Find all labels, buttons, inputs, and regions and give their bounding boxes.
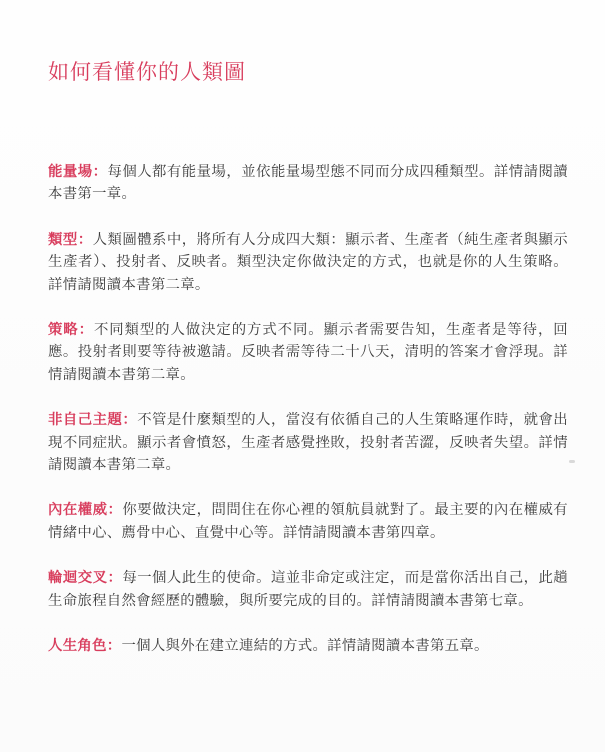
entry-term: 非自己主題 [48, 412, 123, 429]
glossary-list [48, 161, 568, 681]
entry-description: 不管是什麼類型的人，當沒有依循自己的人生策略運作時，就會出現不同症狀。顯示者會憤怒，生產者感覺挫敗，投射者苦澀，反映者失望。詳情請閱讀本書第二章。 [48, 412, 568, 474]
page-title: 如何看懂你的人類圖 [48, 60, 246, 84]
entry-term: 輪迴交叉 [48, 570, 108, 587]
entry-colon: ： [78, 322, 94, 339]
entry-colon: ： [107, 570, 123, 587]
glossary-entry-energy-field [48, 161, 568, 206]
glossary-entry-inner-authority [48, 499, 568, 544]
entry-description: 每個人都有能量場，並依能量場型態不同而分成四種類型。詳情請閱讀本書第一章。 [48, 164, 568, 203]
page-smudge [569, 460, 575, 463]
glossary-entry-profile [48, 635, 568, 657]
entry-term: 策略 [48, 322, 79, 339]
entry-description: 一個人與外在建立連結的方式。詳情請閱讀本書第五章。 [121, 638, 489, 655]
entry-description: 不同類型的人做決定的方式不同。顯示者需要告知，生產者是等待，回應。投射者則要等待被邀請。反映者需等待二十八天，清明的答案才會浮現。詳情請閱讀本書第二章。 [48, 322, 568, 383]
entry-colon: ： [92, 164, 108, 180]
entry-term: 人生角色 [48, 638, 107, 655]
entry-colon: ： [107, 502, 123, 519]
entry-term: 類型 [48, 231, 78, 248]
entry-description: 你要做決定，問問住在你心裡的領航員就對了。最主要的內在權威有情緒中心、薦骨中心、直覺中心等。詳情請閱讀本書第四章。 [48, 502, 568, 541]
glossary-entry-type [48, 229, 568, 296]
entry-description: 人類圖體系中，將所有人分成四大類：顯示者、生產者（純生產者與顯示生產者）、投射者、反映者。類型決定你做決定的方式，也就是你的人生策略。詳情請閱讀本書第二章。 [48, 231, 568, 293]
entry-colon: ： [106, 638, 122, 655]
entry-colon: ： [122, 412, 138, 429]
entry-colon: ： [77, 231, 93, 248]
entry-term: 內在權威 [48, 502, 108, 519]
entry-description: 每一個人此生的使命。這並非命定或注定，而是當你活出自己，此趟生命旅程自然會經歷的體驗，與所要完成的目的。詳情請閱讀本書第七章。 [48, 570, 568, 609]
glossary-entry-strategy [48, 319, 568, 386]
glossary-entry-incarnation-cross [48, 567, 568, 612]
glossary-entry-not-self-theme [48, 409, 568, 476]
entry-term: 能量場 [48, 164, 93, 180]
